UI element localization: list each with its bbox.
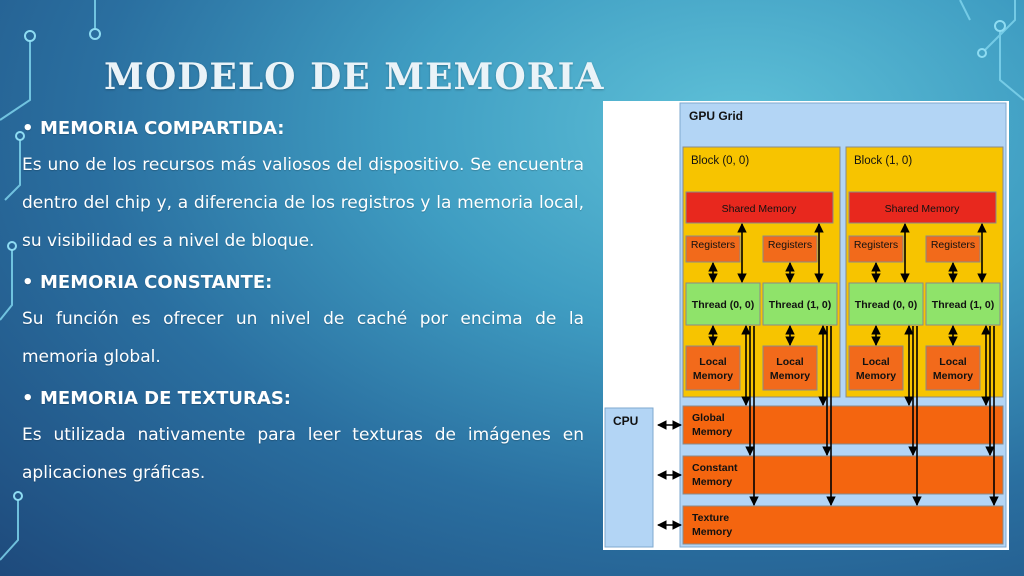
section-heading-constant [22,266,584,300]
local-memory-label: Memory [692,370,734,382]
memory-label: Constant [692,462,738,474]
thread-label: Thread (0, 0) [691,299,755,311]
memory-0 [683,406,1003,444]
section-text-shared: Es uno de los recursos más valiosos del dispositivo. Se encuentra dentro del chip y, a diferencia de los registros y la memoria local, su visibilidad es a nivel de bloque. [22,155,584,251]
memory-label: Texture [692,512,730,524]
circuit-node [978,49,986,57]
memory-model-diagram [603,101,1009,550]
block-label: Block (1, 0) [854,155,913,167]
section-heading-text: MEMORIA COMPARTIDA: [40,118,285,139]
registers-label: Registers [853,239,899,251]
circuit-node [25,31,35,41]
circuit-line [1000,30,1024,100]
block-label: Block (0, 0) [691,155,750,167]
circuit-node [8,242,16,250]
section-heading-text: MEMORIA DE TEXTURAS: [40,388,291,409]
memory-label: Memory [692,476,733,488]
thread-label: Thread (0, 0) [854,299,918,311]
local-memory-label: Memory [932,370,974,382]
local-memory-1-0 [849,346,903,390]
slide-content [22,112,584,498]
registers-label: Registers [690,239,736,251]
local-memory-label: Local [699,356,727,368]
registers-label: Registers [930,239,976,251]
circuit-line [960,0,970,20]
local-memory-label: Local [776,356,804,368]
bullet: • [22,272,34,293]
shared-memory-label: Shared Memory [721,203,797,215]
circuit-node [90,29,100,39]
shared-memory-label: Shared Memory [884,203,960,215]
section-heading-text: MEMORIA CONSTANTE: [40,272,273,293]
circuit-node [14,492,22,500]
bullet: • [22,388,34,409]
local-memory-label: Memory [769,370,811,382]
section-heading-shared [22,112,584,146]
thread-label: Thread (1, 0) [768,299,832,311]
memory-label: Memory [692,526,733,538]
local-memory-1-1 [926,346,980,390]
local-memory-0-1 [763,346,817,390]
slide-title: MODELO DE MEMORIA [104,56,605,98]
cpu-box [605,408,653,547]
local-memory-label: Local [939,356,967,368]
local-memory-label: Local [862,356,890,368]
memory-model-figure [603,101,1009,550]
circuit-line [0,250,12,320]
section-heading-texture [22,382,584,416]
section-text-texture: Es utilizada nativamente para leer texturas de imágenes en aplicaciones gráficas. [22,425,584,483]
local-memory-0-0 [686,346,740,390]
circuit-line [5,140,20,200]
circuit-line [0,40,30,120]
gpu-grid-label: GPU Grid [689,109,744,123]
section-text-constant: Su función es ofrecer un nivel de caché por encima de la memoria global. [22,309,584,367]
circuit-line [0,500,18,560]
circuit-node [995,21,1005,31]
memory-label: Global [692,412,725,424]
cpu-label: CPU [613,414,639,428]
bullet: • [22,118,34,139]
registers-label: Registers [767,239,813,251]
local-memory-label: Memory [855,370,897,382]
thread-label: Thread (1, 0) [931,299,995,311]
memory-label: Memory [692,426,733,438]
memory-2 [683,506,1003,544]
